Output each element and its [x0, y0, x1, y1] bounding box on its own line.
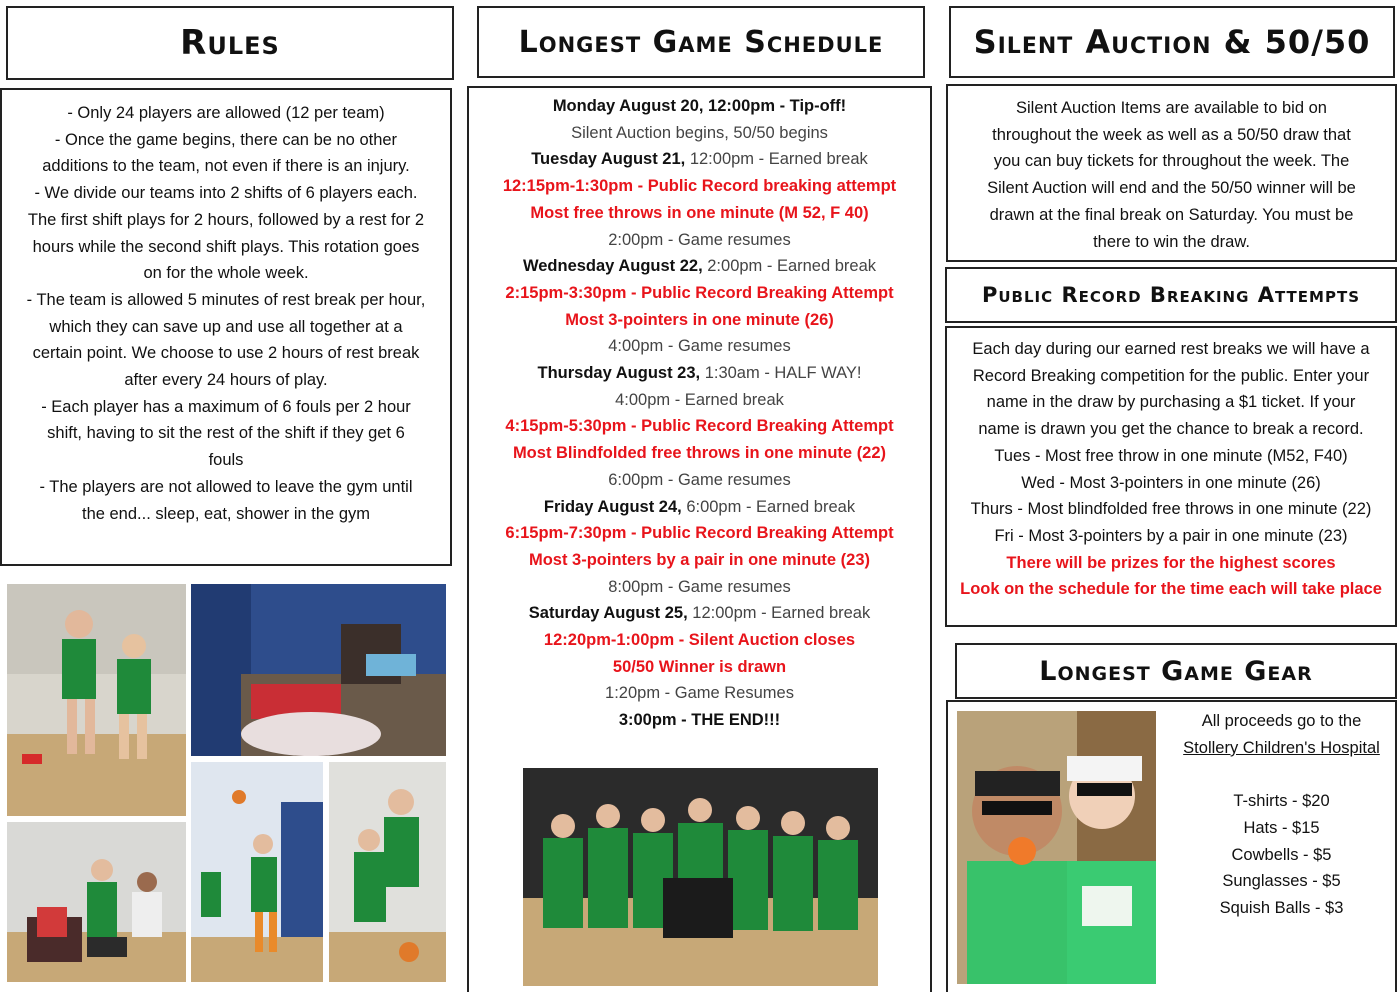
schedule-line-light: 1:30am - HALF WAY! — [700, 364, 862, 383]
rules-line: which they can save up and use all together at a — [49, 317, 403, 336]
rules-line: The first shift plays for 2 hours, followed by a rest for 2 — [27, 210, 425, 229]
records-line: name is drawn you get the chance to break a record. — [978, 420, 1364, 439]
schedule-line-light: 12:00pm - Earned break — [685, 150, 868, 169]
gear-charity: Stollery Children's Hospital — [1183, 738, 1380, 757]
records-line: Tues - Most free throw in one minute (M52, F40) — [994, 446, 1348, 465]
gear-item: Hats - $15 — [1243, 818, 1320, 837]
gear-item: T-shirts - $20 — [1233, 792, 1330, 811]
records-line: Record Breaking competition for the public. Enter your — [972, 366, 1370, 385]
rules-text — [2, 100, 450, 527]
photo-resting-gym — [191, 584, 446, 756]
records-line: Each day during our earned rest breaks we will have a — [972, 340, 1370, 358]
rules-panel — [0, 88, 452, 566]
schedule-line-bold: Thursday August 23, — [537, 364, 701, 383]
records-header — [945, 267, 1397, 323]
schedule-line — [469, 627, 930, 654]
auction-text — [948, 95, 1395, 255]
gear-header — [955, 643, 1397, 699]
gear-item: Squish Balls - $3 — [1219, 898, 1344, 917]
schedule-line — [469, 120, 930, 147]
schedule-line-bold: Friday August 24, — [543, 497, 682, 516]
schedule-line — [469, 253, 930, 280]
auction-panel — [946, 84, 1397, 262]
gear-title: Longest Game Gear — [1039, 655, 1313, 687]
schedule-line-light: 8:00pm - Game resumes — [608, 577, 791, 596]
schedule-line-light: 1:20pm - Game Resumes — [605, 684, 794, 703]
rules-line: after every 24 hours of play. — [124, 371, 328, 390]
rules-line: - Each player has a maximum of 6 fouls per 2 hour — [41, 397, 411, 416]
schedule-text — [469, 93, 930, 734]
records-text — [947, 336, 1395, 603]
schedule-line — [469, 227, 930, 254]
schedule-line-light: 2:00pm - Game resumes — [608, 230, 791, 249]
rules-line: - The players are not allowed to leave the gym until — [39, 477, 413, 496]
rules-line: - We divide our teams into 2 shifts of 6 players each. — [34, 184, 418, 203]
schedule-line — [469, 520, 930, 547]
photo-jump-shot — [191, 762, 323, 982]
records-line: Wed - Most 3-pointers in one minute (26) — [1021, 473, 1321, 492]
rules-line: certain point. We choose to use 2 hours of rest break — [32, 344, 420, 363]
schedule-line-light: 6:00pm - Game resumes — [608, 470, 791, 489]
schedule-line-bold: 12:20pm-1:00pm - Silent Auction closes — [543, 631, 856, 650]
schedule-line — [469, 467, 930, 494]
schedule-line — [469, 173, 930, 200]
schedule-line-light: 4:00pm - Earned break — [615, 390, 784, 409]
rules-header — [6, 6, 454, 80]
schedule-line-bold: Tuesday August 21, — [531, 150, 686, 169]
gear-item: Cowbells - $5 — [1231, 845, 1332, 864]
schedule-line-light: 2:00pm - Earned break — [702, 257, 877, 276]
rules-line: - Only 24 players are allowed (12 per team) — [67, 104, 385, 122]
records-line: Thurs - Most blindfolded free throws in one minute (22) — [970, 500, 1372, 519]
schedule-line — [469, 200, 930, 227]
schedule-line — [469, 360, 930, 387]
schedule-line — [469, 574, 930, 601]
photo-dribble — [329, 762, 446, 982]
rules-line: additions to the team, not even if there is an injury. — [42, 157, 410, 176]
schedule-line-bold: Most Blindfolded free throws in one minute (22) — [512, 444, 887, 463]
schedule-line-light: Silent Auction begins, 50/50 begins — [571, 123, 828, 142]
schedule-line — [469, 333, 930, 360]
schedule-title: Longest Game Schedule — [518, 24, 884, 60]
rules-line: fouls — [208, 451, 244, 470]
schedule-line — [469, 494, 930, 521]
schedule-line-bold: 4:15pm-5:30pm - Public Record Breaking Attempt — [505, 417, 894, 436]
schedule-line-bold: 2:15pm-3:30pm - Public Record Breaking Attempt — [505, 283, 894, 302]
auction-header — [949, 6, 1395, 78]
auction-line: there to win the draw. — [1093, 232, 1250, 251]
photo-bench-team — [7, 822, 186, 982]
schedule-line-bold: 12:15pm-1:30pm - Public Record breaking attempt — [502, 177, 897, 196]
schedule-line — [469, 307, 930, 334]
rules-line: on for the whole week. — [143, 264, 309, 283]
schedule-line — [469, 440, 930, 467]
auction-line: you can buy tickets for throughout the week. The — [993, 152, 1350, 171]
rules-line: hours while the second shift plays. This rotation goes — [32, 237, 420, 256]
schedule-line-bold: 6:15pm-7:30pm - Public Record Breaking Attempt — [505, 524, 894, 543]
records-panel — [945, 326, 1397, 627]
schedule-line — [469, 387, 930, 414]
schedule-line — [469, 413, 930, 440]
schedule-line-bold: Most 3-pointers by a pair in one minute (23) — [528, 550, 871, 569]
schedule-line-bold: Monday August 20, 12:00pm - Tip-off! — [552, 97, 847, 115]
schedule-line — [469, 547, 930, 574]
photo-team-huddle — [523, 768, 878, 986]
schedule-line-bold: Most 3-pointers in one minute (26) — [565, 310, 834, 329]
records-red-line: There will be prizes for the highest scores — [1006, 553, 1336, 572]
schedule-line-bold: Wednesday August 22, — [522, 257, 703, 276]
schedule-line-light: 12:00pm - Earned break — [687, 604, 871, 623]
schedule-line-bold: 3:00pm - THE END!!! — [618, 711, 781, 730]
schedule-line — [469, 654, 930, 681]
auction-line: Silent Auction Items are available to bid on — [1016, 99, 1327, 117]
records-red-line: Look on the schedule for the time each will take place — [960, 580, 1382, 599]
schedule-line-bold: Saturday August 25, — [528, 604, 688, 623]
auction-title: Silent Auction & 50/50 — [973, 23, 1371, 61]
gear-proceeds: All proceeds go to the — [1201, 712, 1362, 730]
rules-line: - Once the game begins, there can be no other — [54, 130, 398, 149]
schedule-line — [469, 146, 930, 173]
photo-gear-models — [957, 711, 1156, 984]
photo-players-running — [7, 584, 186, 816]
schedule-line-light: 4:00pm - Game resumes — [608, 337, 791, 356]
schedule-line — [469, 93, 930, 120]
gear-item: Sunglasses - $5 — [1222, 872, 1341, 891]
schedule-line — [469, 707, 930, 734]
auction-line: drawn at the final break on Saturday. You must be — [989, 205, 1354, 224]
records-line: Fri - Most 3-pointers by a pair in one minute (23) — [994, 526, 1348, 545]
records-title: Public Record Breaking Attempts — [981, 283, 1360, 307]
rules-title: Rules — [180, 23, 280, 63]
rules-line: the end... sleep, eat, shower in the gym — [81, 504, 370, 523]
records-line: name in the draw by purchasing a $1 ticket. If your — [986, 393, 1356, 412]
gear-price-list — [1164, 788, 1397, 922]
schedule-line — [469, 280, 930, 307]
gear-panel — [946, 700, 1397, 992]
auction-line: Silent Auction will end and the 50/50 winner will be — [987, 179, 1356, 198]
schedule-header — [477, 6, 925, 78]
schedule-line-bold: 50/50 Winner is drawn — [612, 657, 787, 676]
rules-line: shift, having to sit the rest of the shift if they get 6 — [47, 424, 405, 443]
schedule-line-bold: Most free throws in one minute (M 52, F 40) — [530, 203, 869, 222]
rules-line: - The team is allowed 5 minutes of rest break per hour, — [26, 290, 426, 309]
auction-line: throughout the week as well as a 50/50 draw that — [992, 125, 1351, 144]
schedule-line — [469, 600, 930, 627]
schedule-line-light: 6:00pm - Earned break — [681, 497, 856, 516]
schedule-line — [469, 680, 930, 707]
